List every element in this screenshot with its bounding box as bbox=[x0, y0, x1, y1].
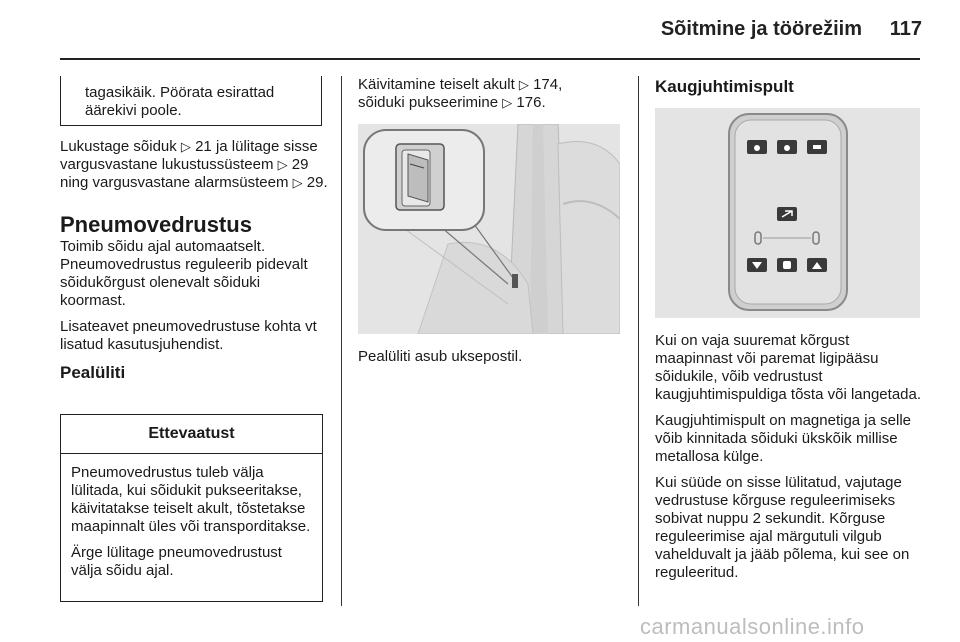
start-text-a: Käivitamine teiselt akult bbox=[358, 76, 515, 93]
section-title: Pneumovedrustus bbox=[60, 212, 252, 237]
column-divider-2 bbox=[638, 76, 639, 606]
column-divider-1 bbox=[341, 76, 342, 606]
lock-text-b: ja lülitage sisse vargusvastane lukustussüsteem bbox=[60, 138, 318, 173]
caption-block bbox=[358, 348, 628, 366]
start-ref-b[interactable]: 176. bbox=[516, 94, 546, 111]
lock-paragraph bbox=[60, 138, 330, 192]
intro-paragraph-3: Lisateavet pneumovedrustuse kohta vt lisatud kasutusjuhendist. bbox=[60, 318, 317, 353]
main-switch-caption: Pealüliti asub uksepostil. bbox=[358, 348, 523, 365]
main-switch-illustration bbox=[358, 124, 620, 334]
column-3-title-block bbox=[655, 78, 925, 96]
remote-control-illustration bbox=[655, 108, 920, 318]
remote-paragraph-3: Kui süüde on sisse lülitatud, vajutage vedrustuse kõrguse reguleerimiseks sobivat nuppu 2 sekundit. Kõrguse reguleerimise ajal märgutuli vilgub vahelduvalt ja jääb põlema, kui see on reguleeritud. bbox=[655, 474, 910, 581]
warning-text-1: Pneumovedrustus tuleb välja lülitada, kui sõidukit pukseeritakse, käivitatakse teiselt akult, tõstetakse maapinnalt üles või transporditakse. bbox=[71, 464, 311, 535]
reference-arrow-icon: ▷ bbox=[180, 139, 191, 154]
lock-ref-b[interactable]: 29 bbox=[291, 156, 309, 173]
remote-paragraph-2: Kaugjuhtimispult on magnetiga ja selle võib kinnitada sõiduki ükskõik millise metallosa külge. bbox=[655, 412, 911, 465]
start-text-b: sõiduki pukseerimine bbox=[358, 94, 499, 111]
warning-box bbox=[60, 414, 323, 602]
start-ref-a[interactable]: 174, bbox=[533, 76, 563, 93]
remote-paragraph-1: Kui on vaja suuremat kõrgust maapinnast või paremat ligipääsu sõidukile, võib vedrustust kaugjuhtimispuldiga tõsta või langetada. bbox=[655, 332, 922, 403]
subsection-title: Pealüliti bbox=[60, 363, 126, 382]
reference-arrow-icon: ▷ bbox=[502, 95, 513, 110]
continued-note-box bbox=[60, 76, 322, 126]
page-number: 117 bbox=[889, 18, 922, 40]
column-1 bbox=[60, 138, 330, 382]
lock-text-c: ning vargusvastane alarmsüsteem bbox=[60, 174, 289, 191]
watermark: carmanualsonline.info bbox=[640, 614, 865, 639]
header-divider bbox=[60, 58, 920, 60]
lock-ref-c[interactable]: 29. bbox=[306, 174, 328, 191]
warning-text-2: Ärge lülitage pneumovedrustust välja sõidu ajal. bbox=[71, 544, 282, 579]
door-pillar-illustration bbox=[358, 124, 620, 334]
intro-line-1: Toimib sõidu ajal automaatselt. bbox=[60, 238, 266, 255]
start-paragraph bbox=[358, 76, 628, 112]
reference-arrow-icon: ▷ bbox=[518, 77, 529, 92]
lock-text-a: Lukustage sõiduk bbox=[60, 138, 177, 155]
reference-arrow-icon: ▷ bbox=[277, 157, 288, 172]
remote-control-graphic bbox=[655, 108, 920, 318]
intro-paragraph-2: Pneumovedrustus reguleerib pidevalt sõidukõrgust olenevalt sõiduki koormast. bbox=[60, 256, 308, 309]
remote-control-title: Kaugjuhtimispult bbox=[655, 77, 794, 96]
reference-arrow-icon: ▷ bbox=[292, 175, 303, 190]
lock-ref-a[interactable]: 21 bbox=[195, 138, 212, 155]
continued-note-text: tagasikäik. Pöörata esirattad äärekivi poole. bbox=[85, 84, 275, 119]
column-2 bbox=[358, 76, 628, 120]
page-header-title: Sõitmine ja töörežiim bbox=[660, 18, 862, 40]
warning-title: Ettevaatust bbox=[61, 415, 322, 454]
column-3 bbox=[655, 332, 923, 590]
